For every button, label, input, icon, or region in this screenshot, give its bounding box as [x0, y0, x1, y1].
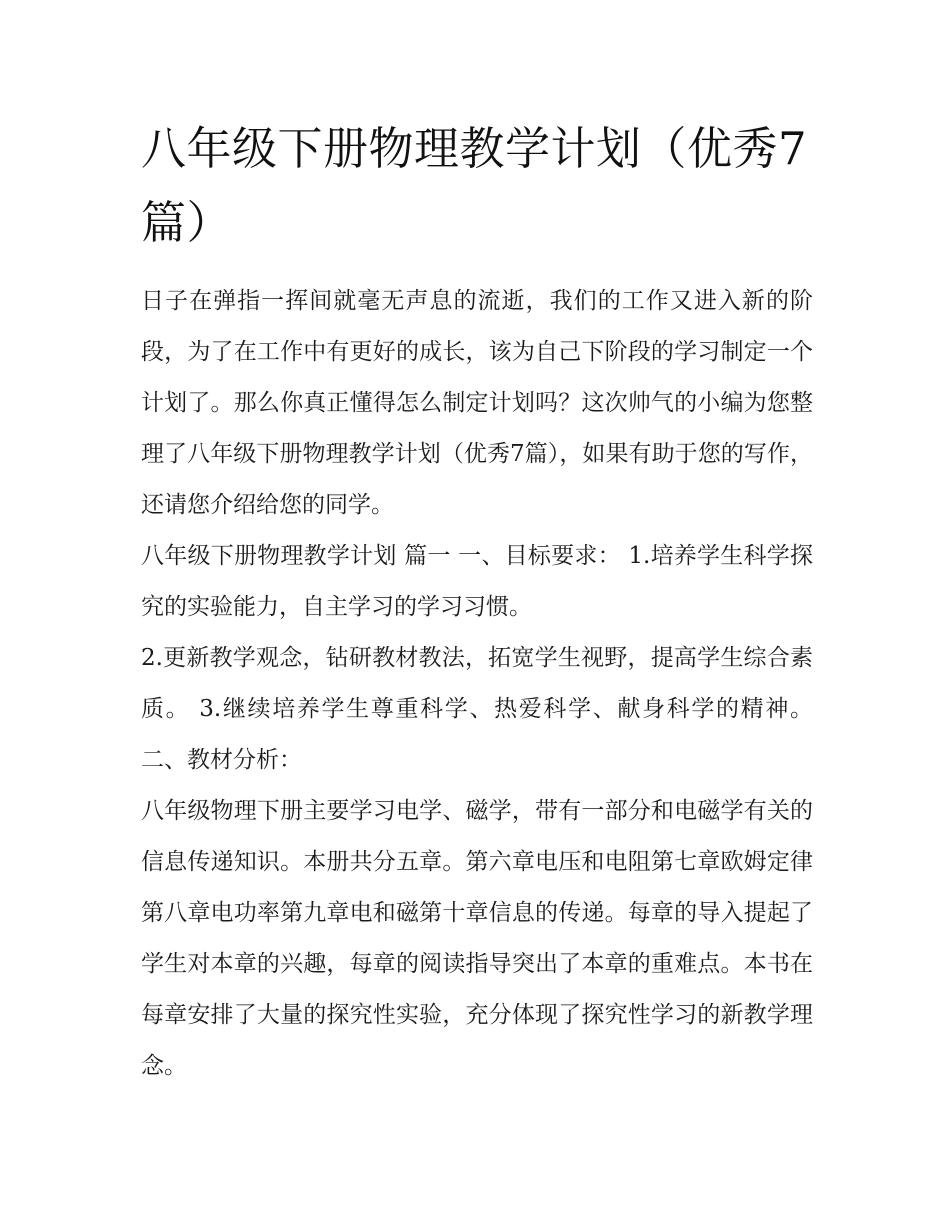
textbook-analysis-paragraph: 八年级物理下册主要学习电学、磁学，带有一部分和电磁学有关的信息传递知识。本册共分五章。第六章电压和电阻第七章欧姆定律第八章电功率第九章电和磁第十章信息的传递。每章的导入提起了学生对本章的兴趣，每章的阅读指导突出了本章的重难点。本书在每章安排了大量的探究性实验，充分体现了探究性学习的新教学理念。: [141, 798, 813, 1079]
section-one-goals-paragraph: 八年级下册物理教学计划 篇一 一、目标要求： 1.培养学生科学探究的实验能力，自主学习的学习习惯。: [141, 543, 813, 620]
goals-continued-paragraph: 2.更新教学观念，钻研教材教法，拓宽学生视野，提高学生综合素质。 3.继续培养学生尊重科学、热爱科学、献身科学的精神。 二、教材分析：: [141, 645, 813, 773]
document-title: 八年级下册物理教学计划（优秀7篇）: [141, 122, 808, 249]
document-body: [141, 276, 813, 1092]
intro-paragraph: 日子在弹指一挥间就毫无声息的流逝，我们的工作又进入新的阶段，为了在工作中有更好的成长，该为自己下阶段的学习制定一个计划了。那么你真正懂得怎么制定计划吗？这次帅气的小编为您整理了八年级下册物理教学计划（优秀7篇），如果有助于您的写作，还请您介绍给您的同学。: [141, 288, 813, 518]
